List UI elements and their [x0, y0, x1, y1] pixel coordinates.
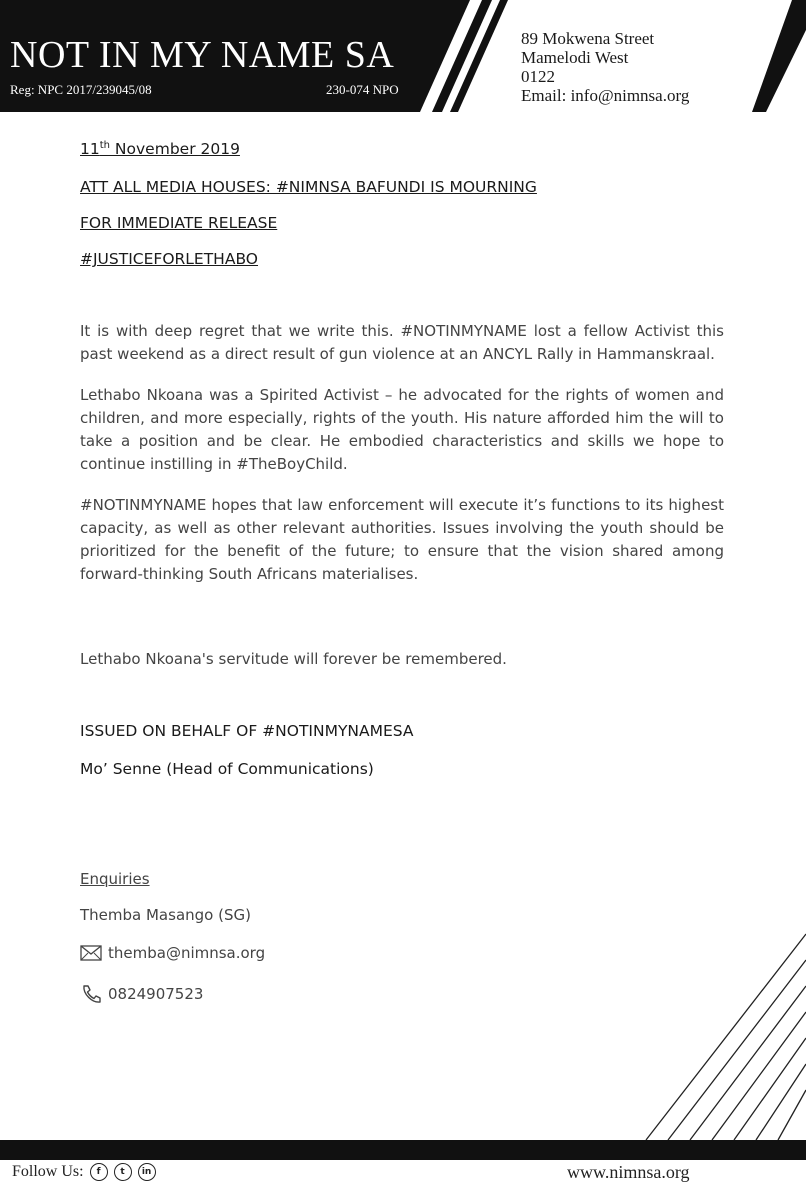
- facebook-icon[interactable]: f: [90, 1163, 108, 1181]
- hashtag-heading: #JUSTICEFORLETHABO: [80, 250, 259, 268]
- address-code: 0122: [521, 67, 555, 86]
- paragraph-2: Lethabo Nkoana was a Spirited Activist – he advocated for the rights of women and children, and more especially, rights of the youth. His nature afforded him the will to take a position and be clear. He embodied characteristics and skills we hope to continue instilling in #TheBoyChild.: [80, 386, 724, 473]
- date-heading: [80, 140, 240, 158]
- linkedin-icon[interactable]: in: [138, 1163, 156, 1181]
- date-day: 11: [80, 140, 100, 159]
- enquiries-phone[interactable]: 0824907523: [108, 985, 204, 1003]
- follow-us-label: Follow Us:: [12, 1163, 84, 1180]
- corner-stripe-decoration: [752, 0, 806, 112]
- registration-number: Reg: NPC 2017/239045/08: [10, 82, 152, 97]
- paragraph-4: Lethabo Nkoana's servitude will forever be remembered.: [80, 650, 507, 668]
- footer-bar: [0, 1140, 806, 1160]
- date-rest: November 2019: [110, 140, 240, 159]
- release-heading: FOR IMMEDIATE RELEASE: [80, 214, 278, 232]
- address-block: [521, 29, 741, 105]
- enquiries-name: Themba Masango (SG): [80, 906, 251, 924]
- enquiries-phone-row[interactable]: [80, 984, 203, 1004]
- address-street: 89 Mokwena Street: [521, 29, 655, 48]
- website-link[interactable]: www.nimnsa.org: [567, 1162, 690, 1182]
- enquiries-label: Enquiries: [80, 870, 150, 888]
- attention-heading: ATT ALL MEDIA HOUSES: #NIMNSA BAFUNDI IS MOURNING: [80, 178, 537, 196]
- envelope-icon: [80, 945, 102, 961]
- issued-on-behalf: ISSUED ON BEHALF OF #NOTINMYNAMESA: [80, 722, 414, 740]
- paragraph-3: #NOTINMYNAME hopes that law enforcement will execute it’s functions to its highest capacity, as well as other relevant authorities. Issues involving the youth should be prioritized for the benefit of the future; to ensure that the vision shared among forward-thinking South Africans materialises.: [80, 496, 724, 583]
- address-email: Email: info@nimnsa.org: [521, 86, 690, 105]
- twitter-icon[interactable]: t: [114, 1163, 132, 1181]
- phone-icon: [80, 984, 102, 1004]
- paragraph-1: It is with deep regret that we write this. #NOTINMYNAME lost a fellow Activist this past weekend as a direct result of gun violence at an ANCYL Rally in Hammanskraal.: [80, 322, 724, 363]
- enquiries-email-row[interactable]: [80, 944, 265, 962]
- npo-number: 230-074 NPO: [326, 82, 399, 97]
- address-area: Mamelodi West: [521, 48, 629, 67]
- issued-by: Mo’ Senne (Head of Communications): [80, 760, 374, 778]
- date-suffix: th: [99, 140, 110, 151]
- enquiries-email[interactable]: themba@nimnsa.org: [108, 944, 266, 962]
- organization-name: NOT IN MY NAME SA: [10, 34, 395, 76]
- follow-us: [12, 1163, 156, 1181]
- header-stripes-decoration: [430, 0, 510, 112]
- footer-lines-decoration: [646, 920, 806, 1140]
